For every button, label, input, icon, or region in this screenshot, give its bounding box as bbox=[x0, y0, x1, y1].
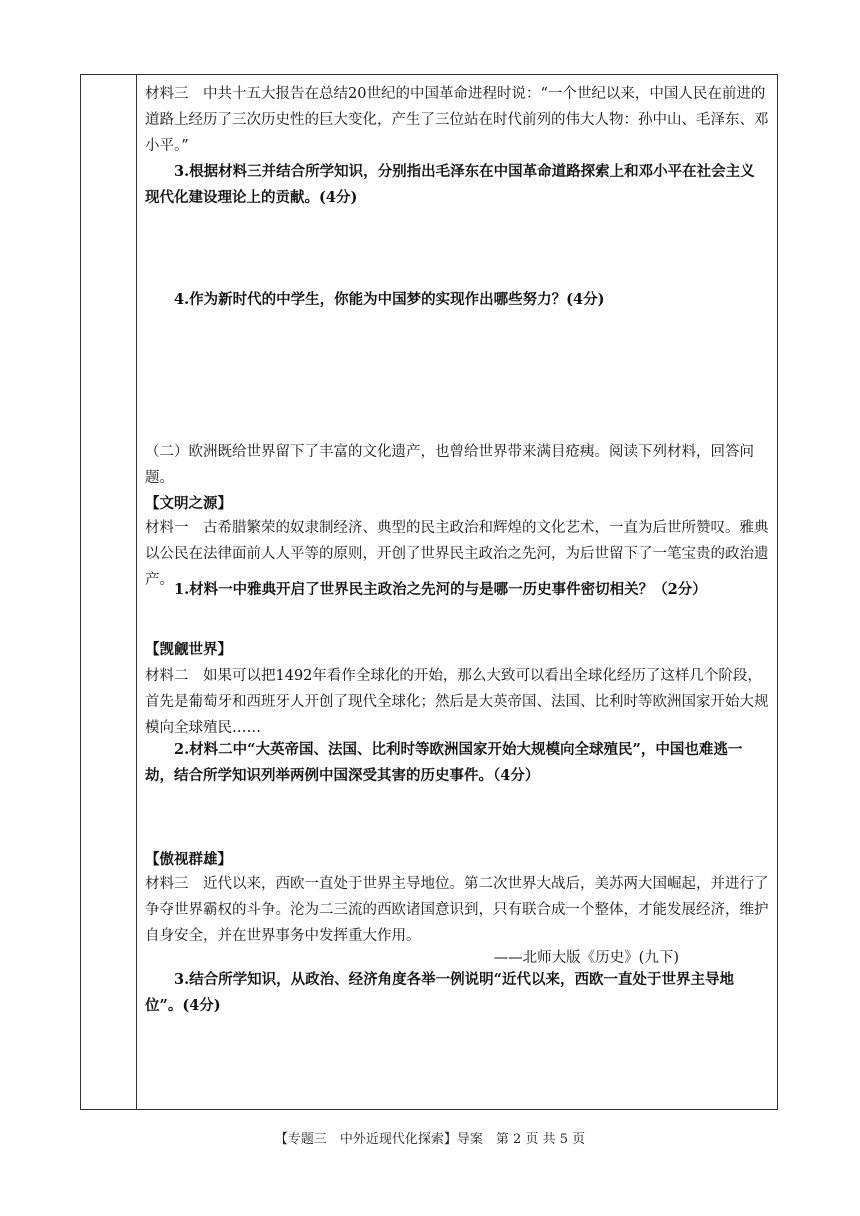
material-3-text: 材料三 中共十五大报告在总结20世纪的中国革命进程时说：“一个世纪以来，中国人民在前进的道路上经历了三次历史性的巨大变化，产生了三位站在时代前列的伟大人物：孙中山、毛泽东、邓小平。” bbox=[145, 86, 769, 154]
question-4: 4.作为新时代的中学生，你能为中国梦的实现作出哪些努力？(4分) bbox=[174, 291, 605, 308]
material-source: ——北师大版《历史》(九下) bbox=[493, 950, 679, 966]
section-intro: （二）欧洲既给世界留下了丰富的文化遗产，也曾给世界带来满目疮痍。阅读下列材料，回答问题。 bbox=[145, 444, 754, 486]
heading-covet-world: 【觊觎世界】 bbox=[145, 641, 232, 658]
question-3b: 3.结合所学知识，从政治、经济角度各举一例说明“近代以来，西欧一直处于世界主导地位”。(4分) bbox=[145, 971, 734, 1014]
page-footer: 【专题三 中外近现代化探索】导案 第 2 页 共 5 页 bbox=[274, 1132, 586, 1147]
question-3: 3.根据材料三并结合所学知识，分别指出毛泽东在中国革命道路探索上和邓小平在社会主义现代化建设理论上的贡献。(4分) bbox=[145, 163, 755, 206]
question-1: 1.材料一中雅典开启了世界民主政治之先河的与是哪一历史事件密切相关？（2分） bbox=[174, 581, 707, 598]
material-1-text: 材料一 古希腊繁荣的奴隶制经济、典型的民主政治和辉煌的文化艺术，一直为后世所赞叹。雅典以公民在法律面前人人平等的原则，开创了世界民主政治之先河，为后世留下了一笔宝贵的政治遗产。 bbox=[145, 520, 769, 588]
question-2: 2.材料二中“大英帝国、法国、比利时等欧洲国家开始大规模向全球殖民”，中国也难逃一劫，结合所学知识列举两例中国深受其害的历史事件。（4分） bbox=[145, 741, 743, 784]
label-column bbox=[81, 75, 137, 1109]
heading-dominance: 【傲视群雄】 bbox=[145, 851, 232, 868]
worksheet-table bbox=[80, 74, 778, 1110]
material-3b-text: 材料三 近代以来，西欧一直处于世界主导地位。第二次世界大战后，美苏两大国崛起，并进行了争夺世界霸权的斗争。沦为二三流的西欧诸国意识到，只有联合成一个整体，才能发展经济，维护自身安全，并在世界事务中发挥重大作用。 bbox=[145, 876, 769, 944]
material-2-text: 材料二 如果可以把1492年看作全球化的开始，那么大致可以看出全球化经历了这样几个阶段，首先是葡萄牙和西班牙人开创了现代全球化；然后是大英帝国、法国、比利时等欧洲国家开始大规模向全球殖民…… bbox=[145, 668, 769, 736]
heading-civilization-origin: 【文明之源】 bbox=[145, 495, 232, 512]
